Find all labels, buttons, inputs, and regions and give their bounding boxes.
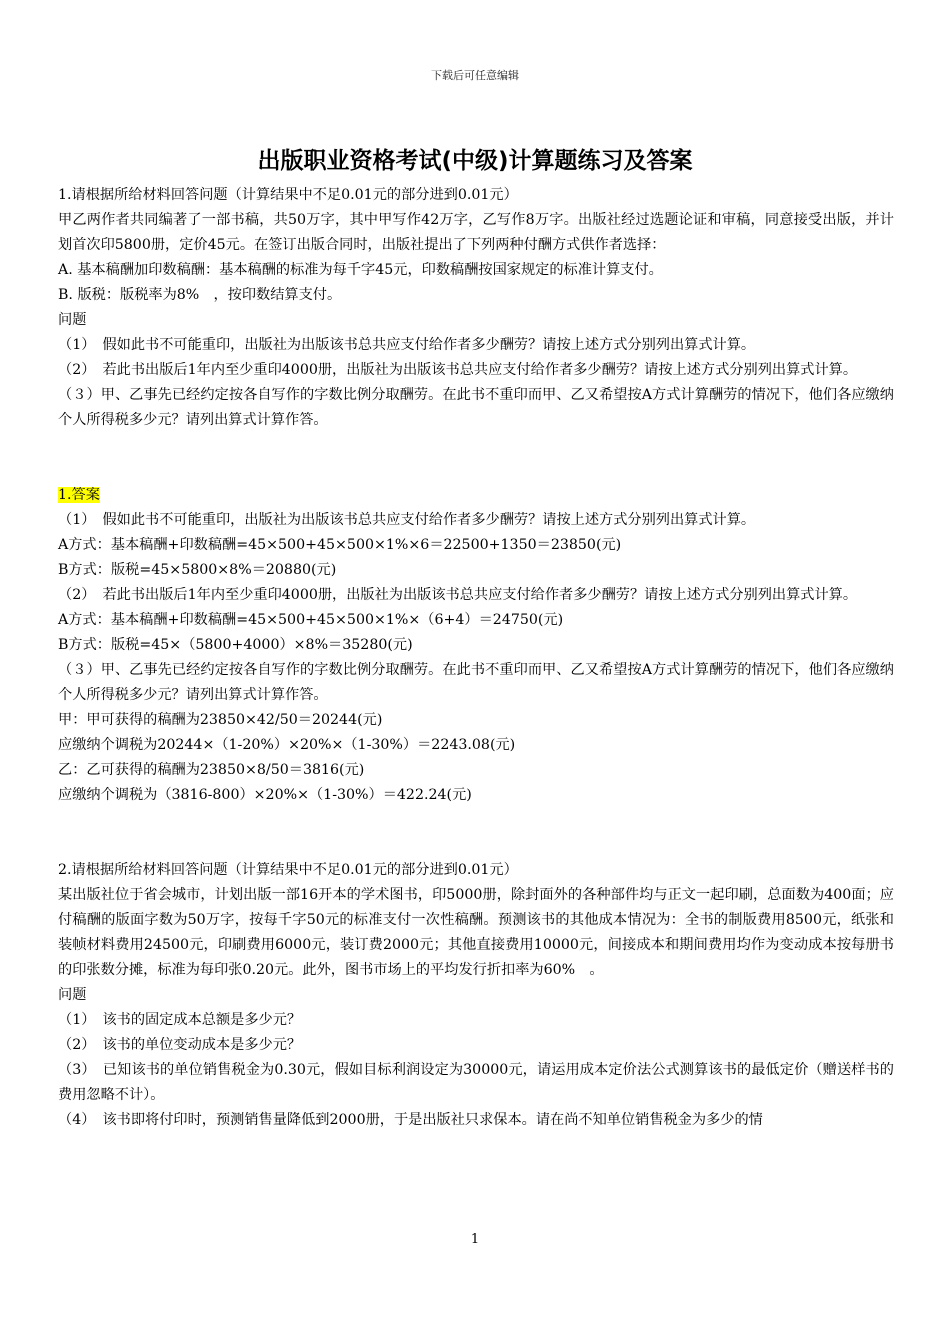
- question-1-sub-3: （３）甲、乙事先已经约定按各自写作的字数比例分取酬劳。在此书不重印而甲、乙又希望按A方式计算酬劳的情况下，他们各应缴纳个人所得税多少元？请列出算式计算作答。: [58, 387, 894, 428]
- answer-1-jia-1: 甲：甲可获得的稿酬为23850×42/50＝20244(元): [58, 712, 383, 728]
- answer-1-q2: （2） 若此书出版后1年内至少重印4000册，出版社为出版该书总共应支付给作者多少酬劳？请按上述方式分别列出算式计算。: [58, 587, 858, 603]
- question-1-sub-2: （2） 若此书出版后1年内至少重印4000册，出版社为出版该书总共应支付给作者多少酬劳？请按上述方式分别列出算式计算。: [58, 362, 858, 378]
- question-1-sub-1: （1） 假如此书不可能重印，出版社为出版该书总共应支付给作者多少酬劳？请按上述方式分别列出算式计算。: [58, 337, 756, 353]
- answer-1-q1-b: B方式：版税=45×5800×8%＝20880(元): [58, 562, 337, 578]
- answer-1-q1-a: A方式：基本稿酬+印数稿酬=45×500+45×500×1%×6＝22500+1350＝23850(元): [58, 537, 622, 553]
- question-2-sub-4: （4） 该书即将付印时，预测销售量降低到2000册，于是出版社只求保本。请在尚不知单位销售税金为多少的情: [58, 1112, 763, 1128]
- page-header: 下载后可任意编辑: [431, 69, 519, 82]
- question-1-problem-label: 问题: [58, 312, 87, 328]
- answer-1-label: [58, 483, 894, 508]
- question-1-material: 甲乙两作者共同编著了一部书稿，共50万字，其中甲写作42万字，乙写作8万字。出版社经过选题论证和审稿，同意接受出版，并计划首次印5800册，定价45元。在签订出版合同时，出版社提出了下列两种付酬方式供作者选择：: [58, 212, 894, 253]
- document-body: [58, 183, 894, 1133]
- page-title: 出版职业资格考试(中级)计算题练习及答案: [257, 148, 693, 174]
- answer-1-yi-2: 应缴纳个调税为（3816-800）×20%×（1-30%）＝422.24(元): [58, 787, 472, 803]
- answer-1-q2-b: B方式：版税=45×（5800+4000）×8%＝35280(元): [58, 637, 413, 653]
- answer-1-highlight: 1.答案: [58, 487, 100, 503]
- answer-1-q3: （３）甲、乙事先已经约定按各自写作的字数比例分取酬劳。在此书不重印而甲、乙又希望按A方式计算酬劳的情况下，他们各应缴纳个人所得税多少元？请列出算式计算作答。: [58, 662, 894, 703]
- question-1-option-b: B. 版税：版税率为8% ，按印数结算支付。: [58, 287, 342, 303]
- question-2-sub-2: （2） 该书的单位变动成本是多少元？: [58, 1037, 302, 1053]
- question-1-option-a: A. 基本稿酬加印数稿酬：基本稿酬的标准为每千字45元，印数稿酬按国家规定的标准计算支付。: [58, 262, 663, 278]
- question-2-material: 某出版社位于省会城市，计划出版一部16开本的学术图书，印5000册，除封面外的各种部件均与正文一起印刷，总面数为400面；应付稿酬的版面字数为50万字，按每千字50元的标准支付一次性稿酬。预测该书的其他成本情况为：全书的制版费用8500元，纸张和装帧材料费用24500元，印刷费用6000元，装订费2000元；其他直接费用10000元，间接成本和期间费用均作为变动成本按每册书的印张数分摊，标准为每印张0.20元。此外，图书市场上的平均发行折扣率为60% 。: [58, 887, 894, 978]
- page-number: 1: [470, 1232, 480, 1247]
- spacer: [58, 808, 894, 858]
- answer-1-q2-a: A方式：基本稿酬+印数稿酬=45×500+45×500×1%×（6+4）＝24750(元): [58, 612, 564, 628]
- question-1-heading: 1.请根据所给材料回答问题（计算结果中不足0.01元的部分进到0.01元）: [58, 187, 518, 203]
- spacer: [58, 433, 894, 483]
- question-2-sub-1: （1） 该书的固定成本总额是多少元？: [58, 1012, 302, 1028]
- answer-1-q1: （1） 假如此书不可能重印，出版社为出版该书总共应支付给作者多少酬劳？请按上述方式分别列出算式计算。: [58, 512, 756, 528]
- question-2-problem-label: 问题: [58, 987, 87, 1003]
- question-2-sub-3: （3） 已知该书的单位销售税金为0.30元，假如目标利润设定为30000元，请运用成本定价法公式测算该书的最低定价（赠送样书的费用忽略不计）。: [58, 1062, 894, 1103]
- answer-1-yi-1: 乙：乙可获得的稿酬为23850×8/50＝3816(元): [58, 762, 365, 778]
- answer-1-jia-2: 应缴纳个调税为20244×（1-20%）×20%×（1-30%）＝2243.08(元): [58, 737, 516, 753]
- question-2-heading: 2.请根据所给材料回答问题（计算结果中不足0.01元的部分进到0.01元）: [58, 862, 518, 878]
